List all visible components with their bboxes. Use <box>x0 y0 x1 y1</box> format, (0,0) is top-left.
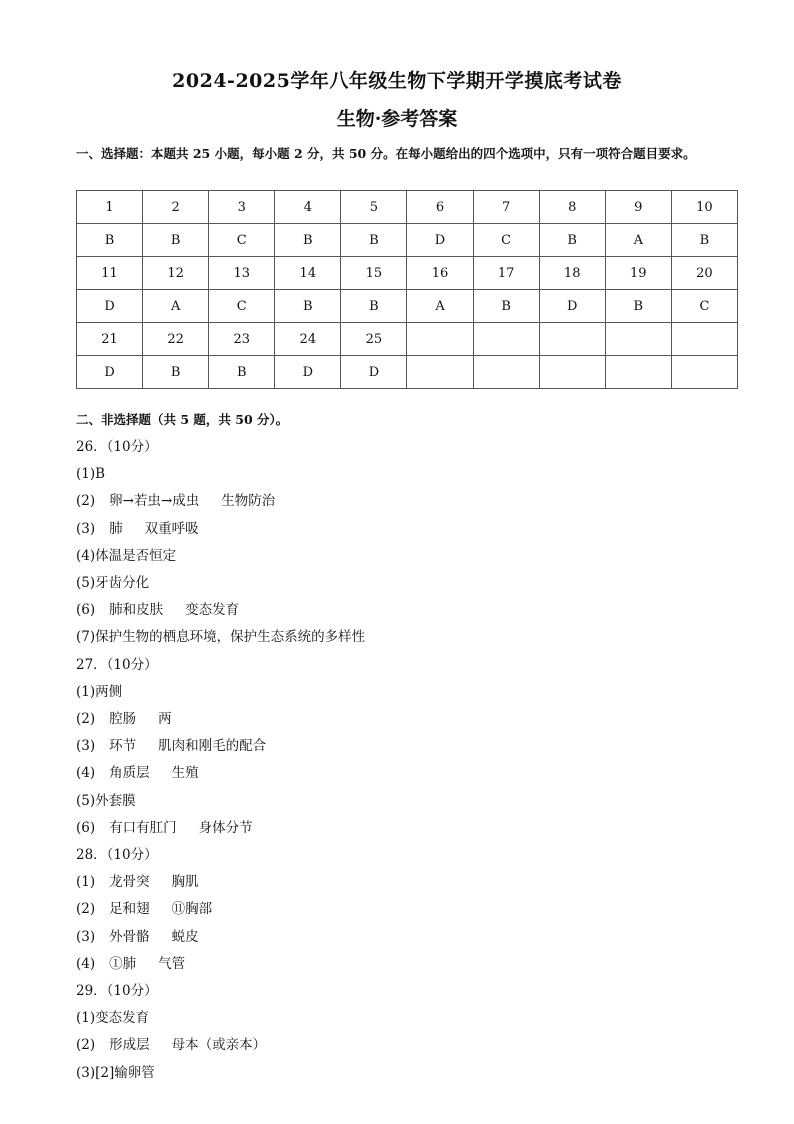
answer-number: (5) <box>76 575 96 591</box>
answer-line <box>76 898 212 920</box>
table-cell <box>671 323 737 356</box>
answer-text: 足和翅 <box>109 901 150 918</box>
answer-text-2: ⑪胸部 <box>171 901 213 918</box>
table-cell: 23 <box>209 323 275 356</box>
answer-text: 角质层 <box>109 765 150 782</box>
table-cell: 2 <box>143 191 209 224</box>
table-cell: 6 <box>407 191 473 224</box>
answer-line <box>76 626 365 648</box>
answer-table <box>76 190 738 389</box>
answer-text: 腔肠 <box>109 711 137 727</box>
answer-number: (3) <box>76 738 96 755</box>
table-cell <box>539 323 605 356</box>
answer-text: 肺 <box>109 520 123 537</box>
table-cell: B <box>341 290 407 323</box>
answer-line <box>76 1007 149 1029</box>
answer-text: ①肺 <box>109 955 137 972</box>
answer-text: 29．（10分） <box>76 983 158 999</box>
answer-text: B <box>95 466 106 483</box>
table-cell: D <box>539 290 605 323</box>
answer-text: 变态发育 <box>95 1010 150 1027</box>
answer-line <box>76 572 149 594</box>
table-cell: 15 <box>341 257 407 290</box>
answer-line <box>76 463 105 485</box>
table-cell: 16 <box>407 257 473 290</box>
answer-line <box>76 490 275 512</box>
answer-number: (2) <box>76 493 96 510</box>
table-cell: D <box>77 290 143 323</box>
answer-text: 26．（10分） <box>76 439 158 455</box>
answer-text: 形成层 <box>109 1037 150 1054</box>
table-cell: 25 <box>341 323 407 356</box>
answer-text: 28．（10分） <box>76 847 158 863</box>
answer-text-2: 身体分节 <box>198 819 253 836</box>
table-cell: B <box>143 356 209 389</box>
table-cell: D <box>341 356 407 389</box>
answer-number: (2) <box>76 711 96 727</box>
answer-text: 卵→若虫→成虫 <box>109 493 200 510</box>
answer-line <box>76 980 158 1002</box>
table-cell <box>671 356 737 389</box>
answer-number: (3) <box>76 1064 96 1081</box>
answer-number: (1) <box>76 683 96 700</box>
table-cell: 17 <box>473 257 539 290</box>
answer-number: (6) <box>76 819 96 836</box>
table-cell: 5 <box>341 191 407 224</box>
answer-line <box>76 654 158 676</box>
table-cell: 11 <box>77 257 143 290</box>
answer-line <box>76 735 266 757</box>
answer-text: 两侧 <box>95 683 123 700</box>
answer-line <box>76 844 158 866</box>
answer-line <box>76 1062 155 1084</box>
answer-number: (1) <box>76 466 96 483</box>
answer-line <box>76 762 199 784</box>
answer-number: (6) <box>76 602 96 619</box>
table-cell: B <box>341 224 407 257</box>
answer-line <box>76 953 185 975</box>
table-cell: 4 <box>275 191 341 224</box>
answer-line <box>76 681 122 703</box>
page-subtitle: 生物·参考答案 <box>336 108 458 130</box>
answer-text: [2]输卵管 <box>95 1064 155 1081</box>
answer-line <box>76 599 239 621</box>
table-cell: B <box>275 224 341 257</box>
answer-line <box>76 790 136 812</box>
answer-text: 体温是否恒定 <box>95 547 177 564</box>
answer-text-2: 双重呼吸 <box>144 520 199 537</box>
table-cell: 7 <box>473 191 539 224</box>
table-cell: B <box>671 224 737 257</box>
answer-text: 保护生物的栖息环境，保护生态系统的多样性 <box>95 629 366 646</box>
answer-text-2: 生殖 <box>171 765 199 782</box>
table-cell <box>605 356 671 389</box>
section-heading-nonchoice: 二、非选择题（共 5 题，共 50 分）。 <box>76 412 289 427</box>
answer-number: (7) <box>76 629 96 646</box>
table-cell: C <box>671 290 737 323</box>
table-cell: 3 <box>209 191 275 224</box>
table-cell: 13 <box>209 257 275 290</box>
answer-text-2: 生物防治 <box>221 493 276 510</box>
table-cell: 9 <box>605 191 671 224</box>
answer-text-2: 变态发育 <box>185 602 240 619</box>
answer-number: (3) <box>76 928 96 945</box>
answer-number: (5) <box>76 792 96 809</box>
table-cell: B <box>539 224 605 257</box>
answer-text-2: 胸肌 <box>171 874 199 891</box>
table-cell: A <box>143 290 209 323</box>
answer-text: 27．（10分） <box>76 656 158 673</box>
table-cell: 12 <box>143 257 209 290</box>
answer-text-2: 肌肉和刚毛的配合 <box>158 738 267 755</box>
table-cell: C <box>209 224 275 257</box>
table-cell <box>473 323 539 356</box>
answer-text: 有口有肛门 <box>109 819 177 836</box>
answer-number: (1) <box>76 874 96 891</box>
table-cell: B <box>605 290 671 323</box>
answer-text: 外套膜 <box>95 792 136 809</box>
table-cell: B <box>473 290 539 323</box>
table-cell: D <box>407 224 473 257</box>
answer-number: (2) <box>76 1037 96 1054</box>
answer-line <box>76 817 253 839</box>
section-heading-choice: 一、选择题：本题共 25 小题，每小题 2 分，共 50 分。在每小题给出的四个选项中，只有一项符合题目要求。 <box>76 146 696 161</box>
answer-number: (4) <box>76 547 96 564</box>
table-cell: C <box>473 224 539 257</box>
table-cell: B <box>77 224 143 257</box>
answer-line <box>76 871 199 893</box>
table-cell: 21 <box>77 323 143 356</box>
answer-line <box>76 545 176 567</box>
answer-text: 外骨骼 <box>109 928 150 945</box>
table-cell <box>539 356 605 389</box>
table-cell: A <box>407 290 473 323</box>
table-row <box>77 356 738 389</box>
answer-number: (3) <box>76 520 96 537</box>
answer-text: 肺和皮肤 <box>109 602 164 619</box>
table-row <box>77 257 738 290</box>
table-cell: D <box>77 356 143 389</box>
table-cell: B <box>143 224 209 257</box>
answer-number: (4) <box>76 955 96 972</box>
table-cell: 14 <box>275 257 341 290</box>
table-cell: 18 <box>539 257 605 290</box>
answer-text: 龙骨突 <box>109 874 150 891</box>
answer-number: (1) <box>76 1010 96 1027</box>
table-cell: 8 <box>539 191 605 224</box>
table-cell: 20 <box>671 257 737 290</box>
table-row <box>77 224 738 257</box>
answer-text: 牙齿分化 <box>95 575 150 591</box>
table-cell <box>407 323 473 356</box>
answer-line <box>76 708 172 730</box>
table-row <box>77 191 738 224</box>
table-row <box>77 323 738 356</box>
answer-number: (2) <box>76 901 96 918</box>
table-cell: B <box>209 356 275 389</box>
answer-text-2: 两 <box>158 711 172 727</box>
table-cell: D <box>275 356 341 389</box>
answer-text: 环节 <box>109 738 137 755</box>
table-cell: B <box>275 290 341 323</box>
answer-line <box>76 1034 266 1056</box>
table-cell: 19 <box>605 257 671 290</box>
table-cell: 22 <box>143 323 209 356</box>
answer-number: (4) <box>76 765 96 782</box>
table-cell <box>473 356 539 389</box>
answer-line <box>76 518 199 540</box>
table-cell: C <box>209 290 275 323</box>
table-cell: A <box>605 224 671 257</box>
answer-line <box>76 436 158 458</box>
table-cell: 1 <box>77 191 143 224</box>
page-title: 2024-2025学年八年级生物下学期开学摸底考试卷 <box>172 70 622 92</box>
answer-line <box>76 926 199 948</box>
table-cell <box>407 356 473 389</box>
table-cell: 24 <box>275 323 341 356</box>
answer-text-2: 母本（或亲本） <box>171 1037 267 1054</box>
answer-text-2: 气管 <box>158 955 186 972</box>
table-cell: 10 <box>671 191 737 224</box>
table-cell <box>605 323 671 356</box>
answer-text-2: 蜕皮 <box>171 928 199 945</box>
table-row <box>77 290 738 323</box>
